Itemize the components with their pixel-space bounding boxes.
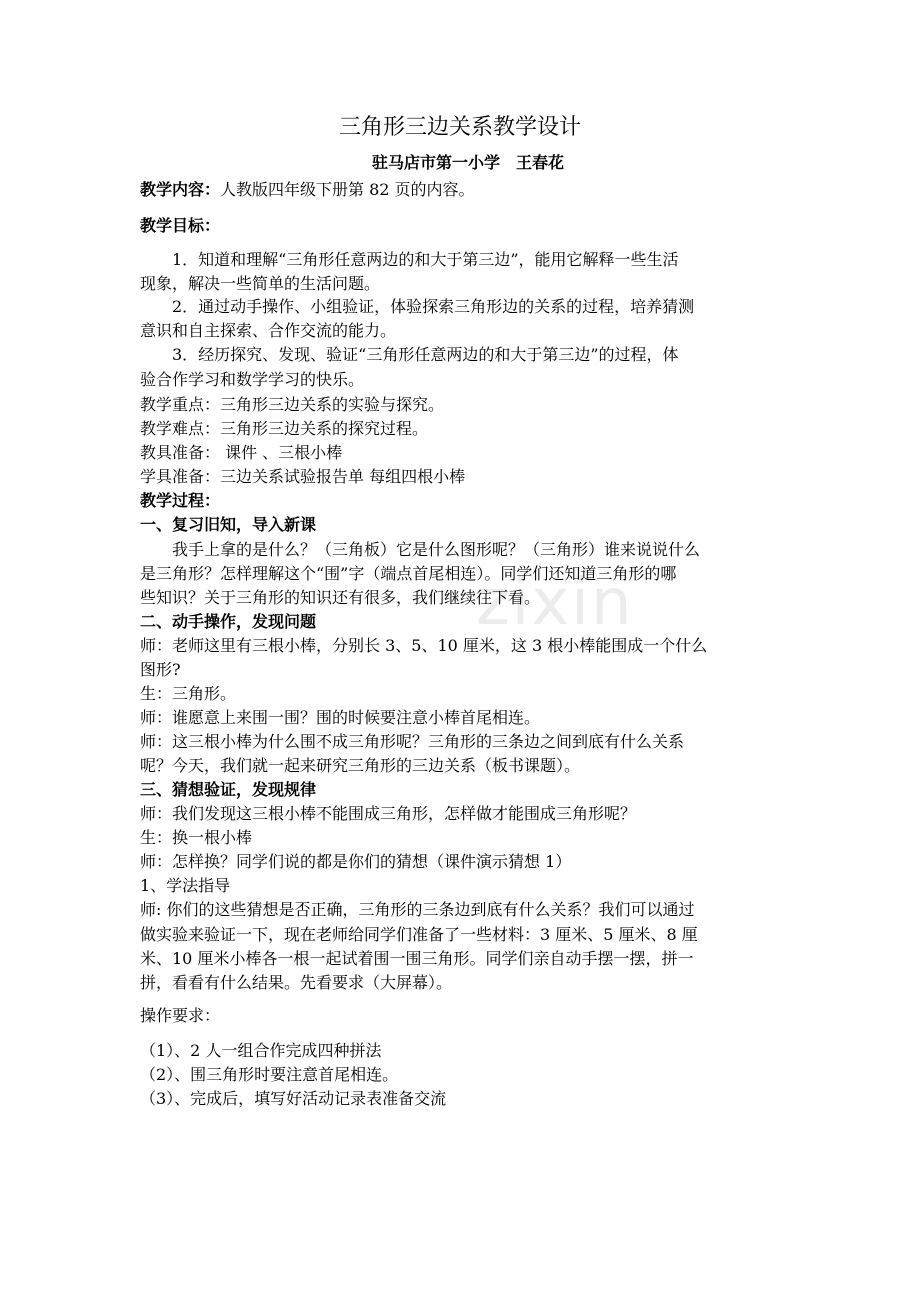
requirement-item: （3）、完成后，填写好活动记录表准备交流 [140,1089,447,1108]
content-label: 教学内容： [140,180,221,199]
section2-line: 师：老师这里有三根小棒，分别长 3、5、10 厘米，这 3 根小棒能围成一个什么 [140,636,708,655]
requirement-item: （1）、2 人一组合作完成四种拼法 [140,1041,382,1060]
section1-heading: 一、复习旧知，导入新课 [140,515,317,534]
section3-line: 拼，看看有什么结果。先看要求（大屏幕）。 [140,973,453,992]
goal-line: 意识和自主探索、合作交流的能力。 [140,321,397,340]
content-text: 人教版四年级下册第 82 页的内容。 [220,180,475,199]
requirement-item: （2）、围三角形时要注意首尾相连。 [140,1065,399,1084]
section2-line: 师：谁愿意上来围一围？围的时候要注意小棒首尾相连。 [140,708,541,727]
section2-line: 图形? [140,660,181,679]
section1-line: 些知识？关于三角形的知识还有很多，我们继续往下看。 [140,588,541,607]
section3-line: 生：换一根小棒 [140,828,253,847]
section3-line: 师：我们发现这三根小棒不能围成三角形，怎样做才能围成三角形呢？ [140,804,637,823]
goal-line: 2．通过动手操作、小组验证，体验探索三角形边的关系的过程，培养猜测 [172,297,695,316]
goal-line: 1．知道和理解“三角形任意两边的和大于第三边”，能用它解释一些生活 [172,250,679,269]
process-heading: 教学过程： [140,491,221,510]
goal-line: 现象，解决一些简单的生活问题。 [140,274,381,293]
info-student-materials: 学具准备：三边关系试验报告单 每组四根小棒 [140,467,466,486]
author-line: 驻马店市第一小学 王春花 [372,153,565,172]
section3-heading: 三、猜想验证，发现规律 [140,780,317,799]
content-line [140,180,475,200]
section2-line: 呢？今天，我们就一起来研究三角形的三边关系（板书课题）。 [140,756,581,775]
goal-line: 验合作学习和数学学习的快乐。 [140,370,365,389]
section3-line: 做实验来验证一下，现在老师给同学们准备了一些材料：3 厘米、5 厘米、8 厘 [140,925,698,944]
section1-line: 是三角形？怎样理解这个“围”字（端点首尾相连）。同学们还知道三角形的哪 [140,564,677,583]
document-title: 三角形三边关系教学设计 [338,115,581,140]
info-teacher-materials: 教具准备： 课件 、三根小棒 [140,443,343,462]
section2-heading: 二、动手操作，发现问题 [140,612,317,631]
watermark: zixin [476,566,634,640]
section2-line: 生：三角形。 [140,684,237,703]
info-key-points: 教学重点：三角形三边关系的实验与探究。 [140,395,445,414]
section3-line: 师：怎样换？同学们说的都是你们的猜想（课件演示猜想 1） [140,852,572,871]
section3-line: 1、学法指导 [140,876,231,895]
section3-line: 师: 你们的这些猜想是否正确，三角形的三条边到底有什么关系？我们可以通过 [140,900,695,919]
requirements-heading: 操作要求： [140,1006,221,1025]
section2-line: 师：这三根小棒为什么围不成三角形呢？三角形的三条边之间到底有什么关系 [140,732,685,751]
section3-line: 米、10 厘米小棒各一根一起试着围一围三角形。同学们亲自动手摆一摆，拼一 [140,949,694,968]
goals-heading: 教学目标： [140,216,221,235]
info-difficulties: 教学难点：三角形三边关系的探究过程。 [140,419,429,438]
goal-line: 3．经历探究、发现、验证“三角形任意两边的和大于第三边”的过程，体 [172,345,679,364]
section1-line: 我手上拿的是什么？（三角板）它是什么图形呢？（三角形）谁来说说什么 [172,540,701,559]
